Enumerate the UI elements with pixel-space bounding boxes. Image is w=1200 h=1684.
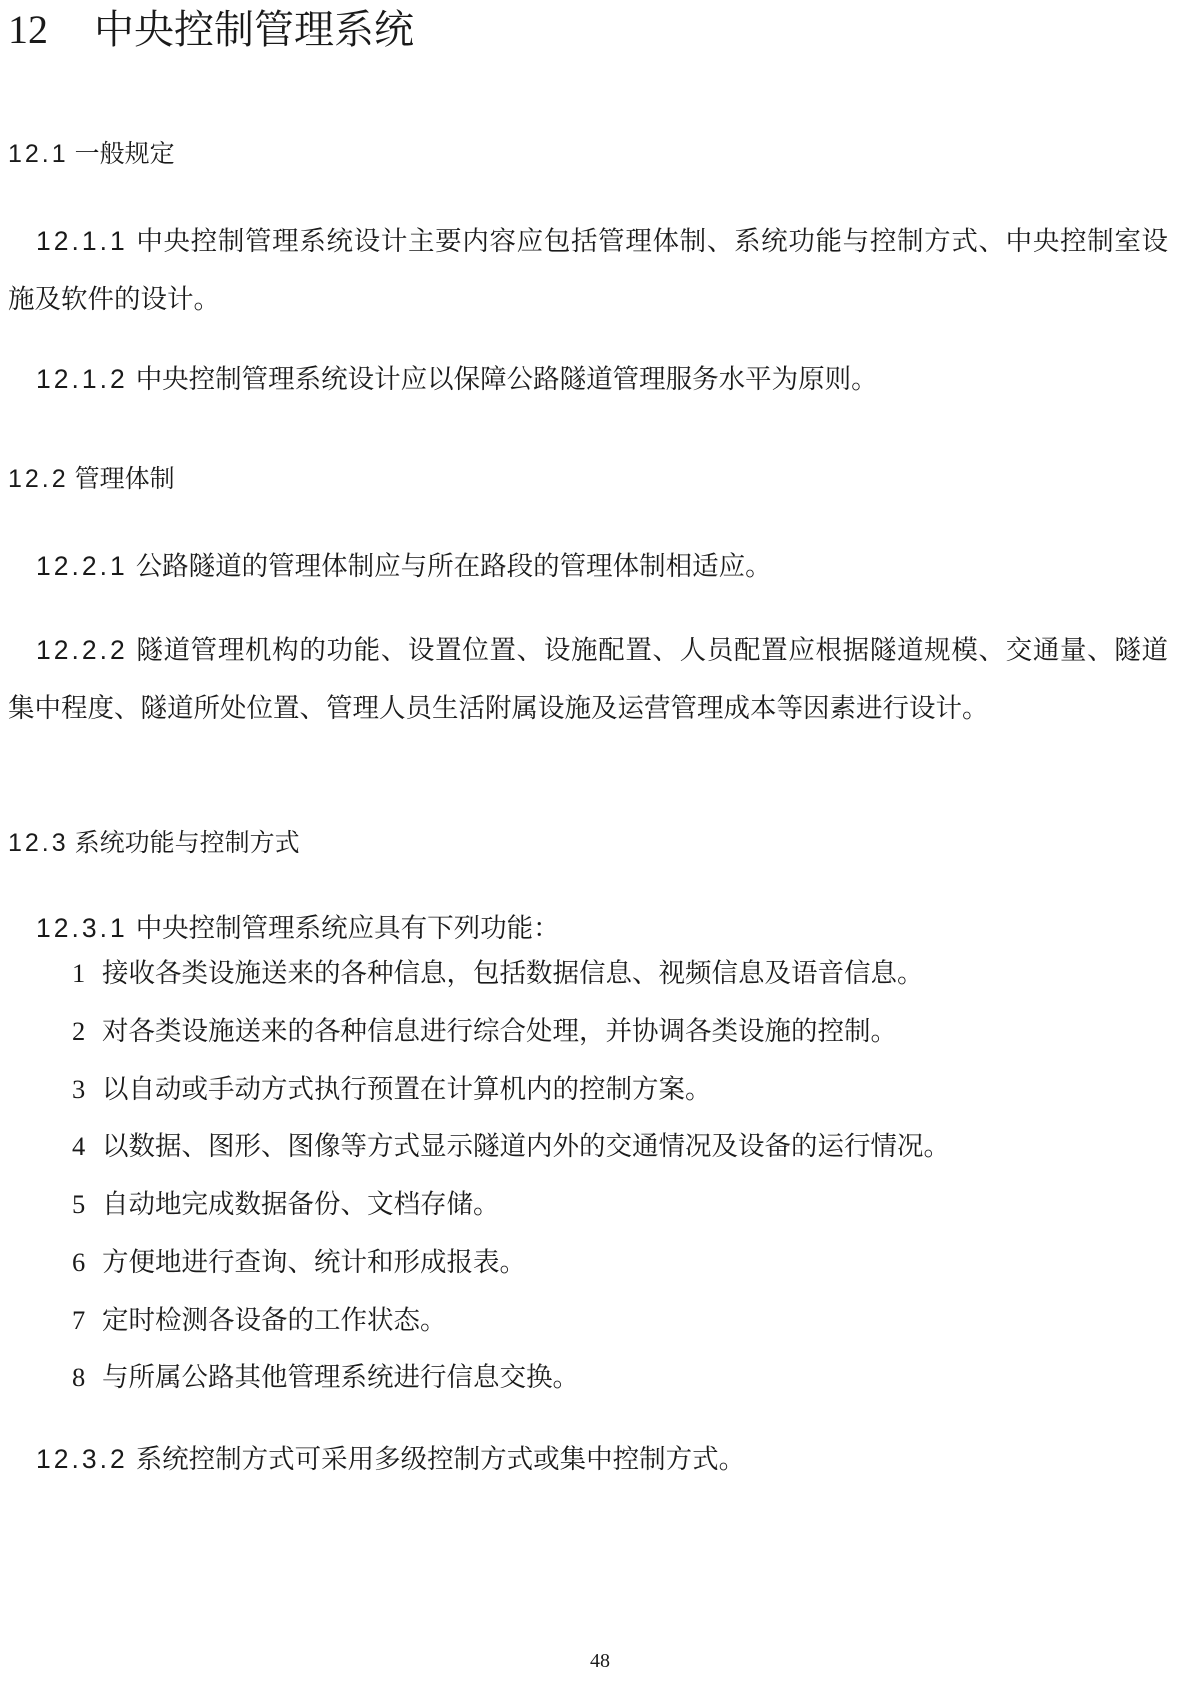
list-item (72, 953, 924, 994)
list-item-number: 2 (72, 1016, 86, 1046)
clause-12-2-2 (8, 621, 1168, 738)
list-item (72, 1357, 579, 1398)
list-item-number: 4 (72, 1131, 86, 1161)
clause-text: 中央控制管理系统设计主要内容应包括管理体制、系统功能与控制方式、中央控制室设施及软件的设计。 (8, 226, 1168, 315)
chapter-number: 12 (8, 7, 48, 52)
list-item-text: 接收各类设施送来的各种信息，包括数据信息、视频信息及语音信息。 (102, 958, 924, 989)
clause-number: 12.1.2 (36, 364, 128, 394)
section-number: 12.3 (8, 829, 69, 857)
list-item-text: 自动地完成数据备份、文档存储。 (102, 1189, 500, 1220)
clause-number: 12.3.1 (36, 913, 128, 943)
section-number: 12.2 (8, 465, 69, 493)
section-title-text: 管理体制 (74, 464, 175, 493)
list-item (72, 1069, 712, 1110)
section-title-text: 一般规定 (74, 139, 175, 168)
list-item-text: 以数据、图形、图像等方式显示隧道内外的交通情况及设备的运行情况。 (102, 1131, 950, 1162)
list-item-number: 3 (72, 1074, 86, 1104)
list-item-text: 与所属公路其他管理系统进行信息交换。 (102, 1362, 579, 1393)
list-item (72, 1184, 500, 1225)
list-item-text: 方便地进行查询、统计和形成报表。 (102, 1247, 526, 1278)
clause-number: 12.3.2 (36, 1444, 128, 1474)
clause-12-3-1 (8, 899, 1168, 958)
list-item-number: 1 (72, 958, 86, 988)
section-heading-12-1 (8, 136, 175, 172)
clause-text: 中央控制管理系统应具有下列功能： (135, 913, 560, 944)
chapter-title-text: 中央控制管理系统 (94, 7, 414, 53)
list-item-text: 以自动或手动方式执行预置在计算机内的控制方案。 (102, 1074, 712, 1105)
clause-text: 系统控制方式可采用多级控制方式或集中控制方式。 (135, 1444, 746, 1475)
section-heading-12-3 (8, 825, 300, 861)
clause-number: 12.1.1 (36, 226, 128, 256)
clause-12-1-2 (8, 350, 1168, 409)
section-title-text: 系统功能与控制方式 (74, 828, 300, 857)
clause-number: 12.2.1 (36, 551, 128, 581)
list-item (72, 1242, 526, 1283)
clause-text: 中央控制管理系统设计应以保障公路隧道管理服务水平为原则。 (135, 364, 878, 395)
list-item-number: 8 (72, 1362, 86, 1392)
clause-number: 12.2.2 (36, 635, 128, 665)
clause-text: 公路隧道的管理体制应与所在路段的管理体制相适应。 (135, 551, 772, 582)
page-number: 48 (590, 1650, 610, 1672)
section-heading-12-2 (8, 461, 175, 497)
list-item (72, 1011, 897, 1052)
chapter-title (8, 2, 414, 58)
list-item (72, 1126, 950, 1167)
clause-text: 隧道管理机构的功能、设置位置、设施配置、人员配置应根据隧道规模、交通量、隧道集中程度、隧道所处位置、管理人员生活附属设施及运营管理成本等因素进行设计。 (8, 635, 1168, 724)
list-item-text: 定时检测各设备的工作状态。 (102, 1305, 447, 1336)
section-number: 12.1 (8, 140, 69, 168)
list-item-text: 对各类设施送来的各种信息进行综合处理，并协调各类设施的控制。 (102, 1016, 897, 1047)
list-item (72, 1300, 447, 1341)
list-item-number: 6 (72, 1247, 86, 1277)
list-item-number: 5 (72, 1189, 86, 1219)
clause-12-3-2 (8, 1430, 1168, 1489)
clause-12-1-1 (8, 212, 1168, 329)
clause-12-2-1 (8, 537, 1168, 596)
list-item-number: 7 (72, 1305, 86, 1335)
